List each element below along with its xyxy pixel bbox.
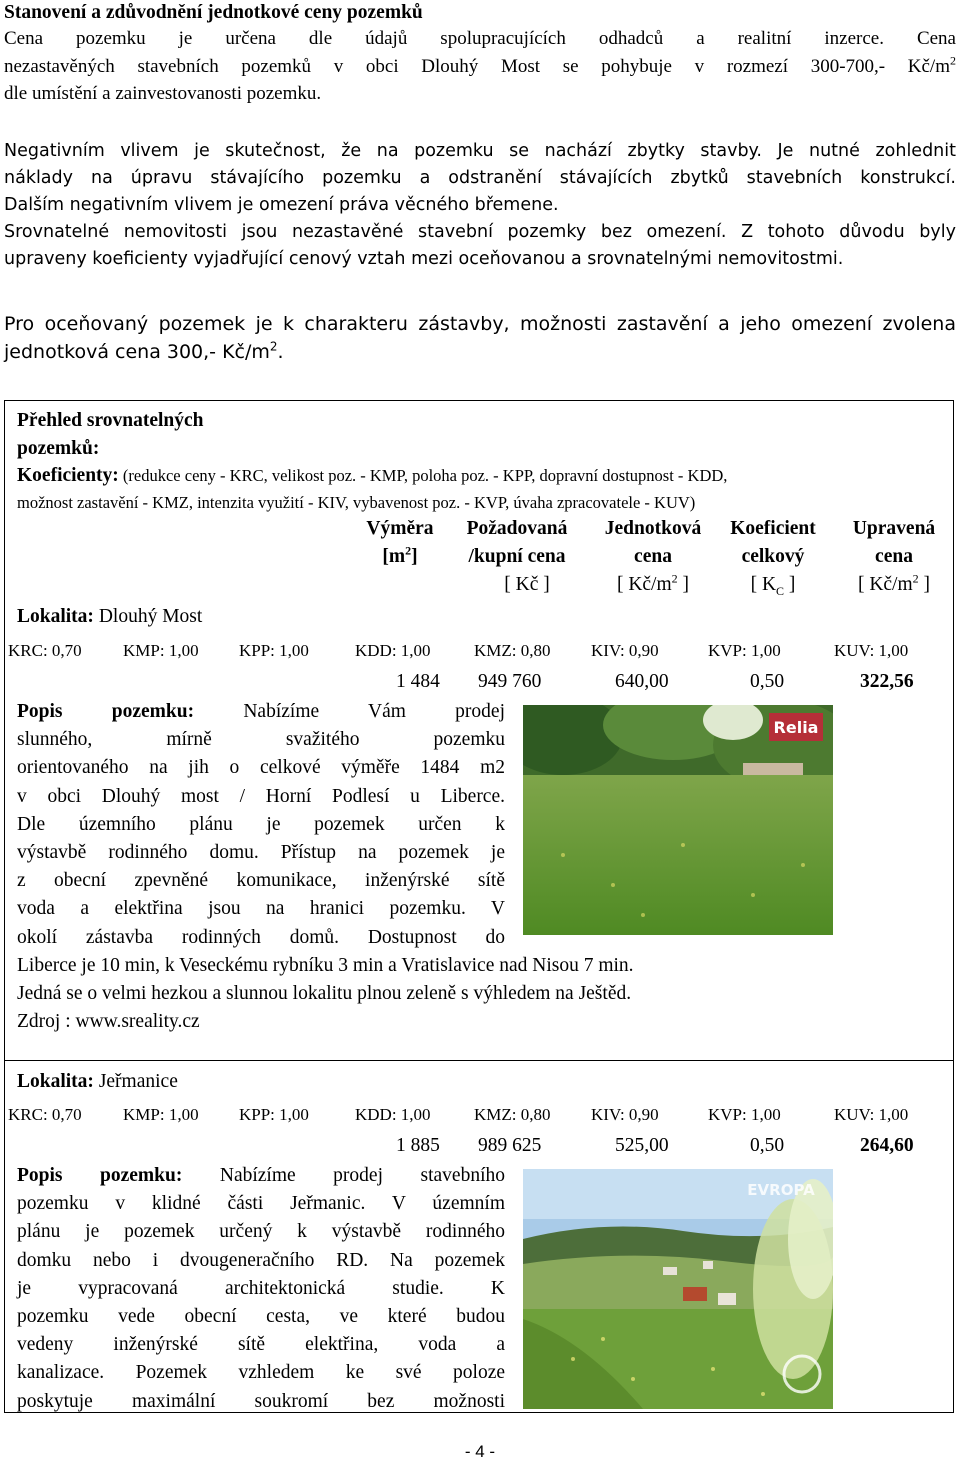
value-koeficient: 0,50: [750, 671, 785, 692]
coef-kuv: KUV: 1,00: [834, 1105, 909, 1124]
coef-krc: KRC: 0,70: [8, 1105, 82, 1124]
coef-kdd: KDD: 1,00: [355, 1105, 431, 1124]
col-header-pozadovana: Požadovaná /kupní cena [ Kč ]: [466, 518, 568, 595]
col-header-vymera: Výměra $[m^2]$: [366, 518, 434, 567]
text-line: Srovnatelné nemovitosti jsou nezastavěné stavební pozemky bez omezení. Z tohoto důvodu byly: [4, 222, 956, 242]
photo-watermark: EVROPA: [747, 1181, 815, 1199]
col-header-jednotkova: Jednotková cena [ $Kč/m^2$ ]: [604, 518, 702, 595]
coefficient-row: [5, 1105, 955, 1127]
photo-watermark: Relia: [773, 718, 819, 737]
text-line: Dalším negativním vlivem je omezení práva věcného břemene.: [4, 195, 559, 215]
coef-kvp: KVP: 1,00: [708, 641, 781, 660]
table-heading-line: pozemků:: [17, 438, 100, 459]
popis-pozemku: Popis pozemku: Nabízíme prodej stavebního pozemku v klidné části Jeřmanic. V územním plánu je pozemek určený k výstavbě rodinného domku nebo i dvougeneračního RD. Na pozemek je vypracovaná architektonická studie. K pozemku vede obecní cesta, ve které budou vedeny inženýrské sítě elektřina, voda a kanalizace. Pozemek vzhledem ke své poloze poskytuje maximální soukromí bez možnosti: [17, 1165, 505, 1412]
property-photo: [523, 705, 833, 935]
coefficients-desc: možnost zastavění - KMZ, intenzita využití - KIV, vybavenost poz. - KVP, úvaha zpracovatele - KUV): [17, 493, 696, 512]
coef-kmp: KMP: 1,00: [123, 641, 199, 660]
coef-krc: KRC: 0,70: [8, 641, 82, 660]
lokalita-label: Lokalita: Jeřmanice: [17, 1071, 178, 1092]
value-upravena: 264,60: [860, 1135, 914, 1156]
text-line: dle umístění a zainvestovanosti pozemku.: [4, 83, 322, 104]
value-upravena: 322,56: [860, 671, 914, 692]
coefficients-desc: (redukce ceny - KRC, velikost poz. - KMP, poloha poz. - KPP, dopravní dostupnost - KDD,: [118, 466, 728, 485]
coef-kiv: KIV: 0,90: [591, 641, 659, 660]
coef-kdd: KDD: 1,00: [355, 641, 431, 660]
page-number: - 4 -: [464, 1442, 496, 1461]
value-koeficient: 0,50: [750, 1135, 785, 1156]
popis-pozemku-continued: Liberce je 10 min, k Veseckému rybníku 3 min a Vratislavice nad Nisou 7 min. Jedná se o velmi hezkou a slunnou lokalitu plnou zeleně s výhledem na Ještěd. Zdroj : www.sreality.cz: [17, 955, 634, 1033]
text-line: Negativním vlivem je skutečnost, že na pozemku se nachází zbytky stavby. Je nutné zohlednit: [4, 141, 956, 161]
coef-kmz: KMZ: 0,80: [474, 1105, 551, 1124]
coefficient-row: [5, 641, 955, 663]
value-jednotkova: 640,00: [615, 671, 669, 692]
col-header-koeficient: Koeficient celkový [ $K_C$ ]: [730, 518, 816, 598]
coefficients-legend: [17, 463, 947, 516]
coefficients-label: Koeficienty:: [17, 465, 119, 486]
coef-kpp: KPP: 1,00: [239, 1105, 309, 1124]
property-photo: [523, 1169, 833, 1409]
text-line: jednotková cena 300,- $Kč/m^2$.: [4, 339, 284, 363]
lokalita-label: Lokalita: Dlouhý Most: [17, 606, 203, 627]
comparison-table: [4, 400, 954, 1413]
coef-kiv: KIV: 0,90: [591, 1105, 659, 1124]
value-row: [5, 671, 955, 697]
value-cena: 989 625: [478, 1135, 542, 1156]
table-heading-line: Přehled srovnatelných: [17, 410, 204, 431]
text-line: náklady na úpravu stávajícího pozemku a odstranění stávajících zbytků stavebních konstrukcí.: [4, 168, 956, 188]
coef-kvp: KVP: 1,00: [708, 1105, 781, 1124]
chosen-price-paragraph: [4, 310, 956, 366]
text-line: upraveny koeficienty vyjadřující cenový vztah mezi oceňovanou a srovnatelnými nemovitostmi.: [4, 249, 844, 269]
section-title: Stanovení a zdůvodnění jednotkové ceny pozemků: [4, 2, 423, 23]
coef-kmz: KMZ: 0,80: [474, 641, 551, 660]
popis-pozemku: Popis pozemku: Nabízíme Vám prodej slunného, mírně svažitého pozemku orientovaného na jih o celkové výměře 1484 m2 v obci Dlouhý most / Horní Podlesí u Liberce. Dle územního plánu je pozemek určen k výstavbě rodinného domu. Přístup na pozemek je z obecní zpevněné komunikace, inženýrské sítě voda a elektřina jsou na hranici pozemku. V okolí zástavba rodinných domů. Dostupnost do: [17, 701, 505, 948]
table-heading: [17, 407, 204, 463]
text-line: Pro oceňovaný pozemek je k charakteru zástavby, možnosti zastavění a jeho omezení zvolena: [4, 313, 956, 335]
value-jednotkova: 525,00: [615, 1135, 669, 1156]
text-line: nezastavěných stavebních pozemků v obci Dlouhý Most se pohybuje v rozmezí 300-700,- $Kč/m^2$: [4, 53, 956, 77]
col-header-upravena: Upravená cena [ $Kč/m^2$ ]: [852, 518, 936, 595]
negative-factors-paragraph: [4, 138, 956, 273]
value-vymera: 1 484: [396, 671, 440, 692]
price-paragraph: [4, 25, 956, 108]
coef-kuv: KUV: 1,00: [834, 641, 909, 660]
value-row: [5, 1135, 955, 1161]
text-line: Cena pozemku je určena dle údajů spolupracujících odhadců a realitní inzerce. Cena: [4, 28, 956, 49]
value-vymera: 1 885: [396, 1135, 440, 1156]
coef-kpp: KPP: 1,00: [239, 641, 309, 660]
value-cena: 949 760: [478, 671, 542, 692]
coef-kmp: KMP: 1,00: [123, 1105, 199, 1124]
item-divider: [5, 1060, 953, 1061]
